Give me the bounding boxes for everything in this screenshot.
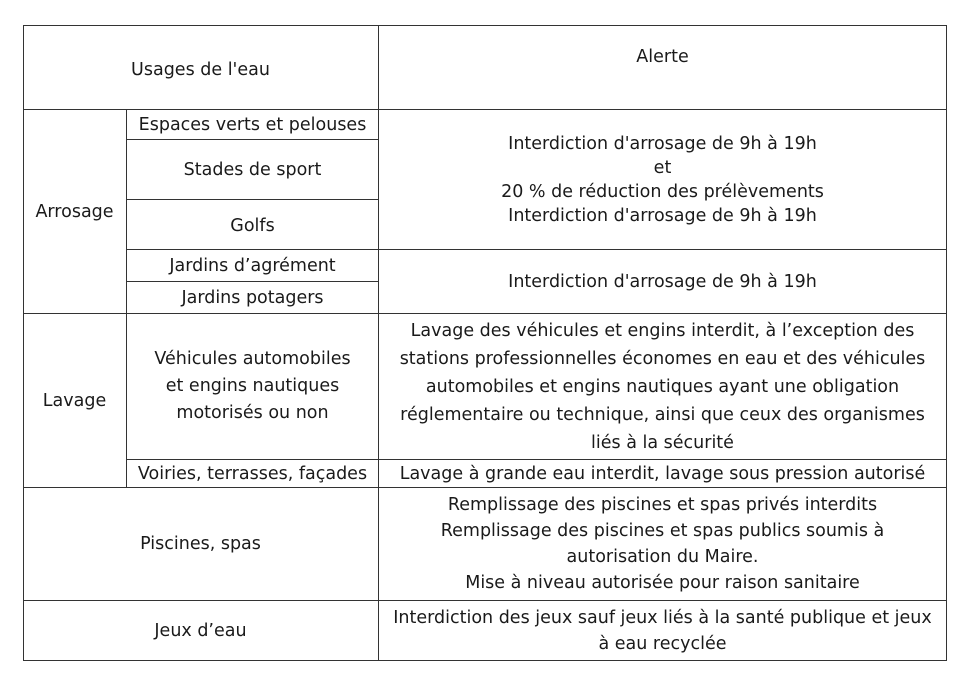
alerte-piscines: Remplissage des piscines et spas privés interdits Remplissage des piscines et spas publics soumis à autorisation du Maire. Mise à niveau autorisée pour raison sanitaire (440, 495, 885, 593)
group-arrosage: Arrosage (35, 201, 114, 222)
group-jeux: Jeux d’eau (154, 620, 247, 641)
usage-golfs: Golfs (230, 215, 275, 236)
alerte-jardins: Interdiction d'arrosage de 9h à 19h (508, 271, 817, 292)
usage-vehicules: Véhicules automobiles et engins nautiques motorisés ou non (154, 349, 351, 423)
alerte-arrosage-sport: Interdiction d'arrosage de 9h à 19h et 20 % de réduction des prélèvements Interdiction d'arrosage de 9h à 19h (501, 133, 824, 226)
usage-stades: Stades de sport (183, 159, 322, 180)
table-border-top (23, 25, 947, 26)
header-usages: Usages de l'eau (131, 60, 270, 80)
water-restrictions-table (23, 25, 947, 661)
table-border-right (946, 25, 947, 661)
usage-jardins-agrement: Jardins d’agrément (169, 255, 336, 276)
alerte-vehicules: Lavage des véhicules et engins interdit, à l’exception des stations professionnelles économes en eau et des véhicules automobiles et engins nautiques ayant une obligation réglementaire ou technique, ainsi que ceux des organismes liés à la sécurité (399, 320, 926, 453)
usage-jardins-potagers: Jardins potagers (181, 287, 324, 308)
alerte-voiries: Lavage à grande eau interdit, lavage sous pression autorisé (399, 463, 926, 484)
group-piscines: Piscines, spas (140, 534, 261, 554)
group-lavage: Lavage (42, 390, 107, 411)
usage-espaces-verts: Espaces verts et pelouses (138, 114, 367, 135)
header-alerte: Alerte (636, 47, 689, 67)
table-border-bottom (23, 660, 947, 661)
usage-voiries: Voiries, terrasses, façades (137, 463, 368, 484)
alerte-jeux: Interdiction des jeux sauf jeux liés à la santé publique et jeux à eau recyclée (393, 607, 932, 654)
